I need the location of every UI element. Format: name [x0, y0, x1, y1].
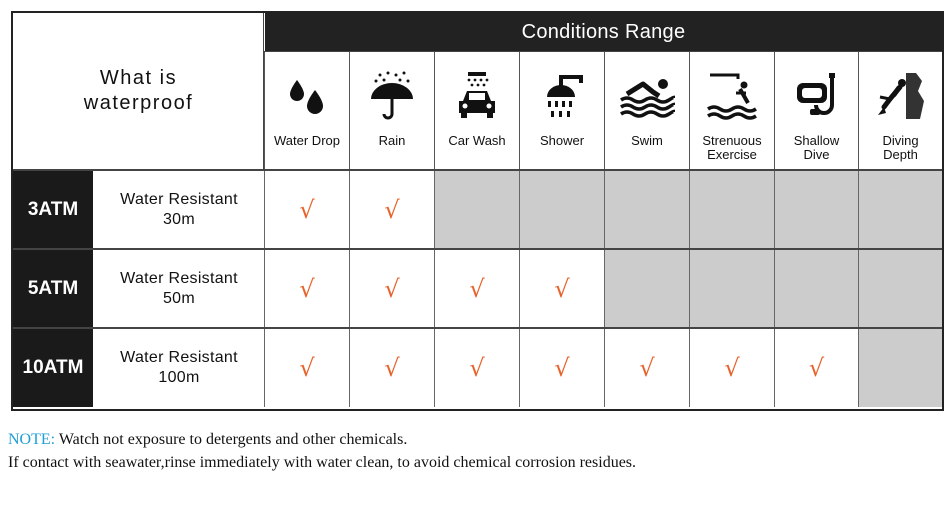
check-mark-icon: √: [384, 354, 400, 382]
unsupported-cell: [774, 171, 858, 248]
unsupported-cell: [689, 250, 774, 327]
note-text: Watch not exposure to detergents and other chemicals.: [55, 431, 408, 448]
supported-cell: [349, 250, 434, 327]
condition-header-swim: [604, 52, 689, 169]
unsupported-cell: [858, 250, 942, 327]
condition-header-rain: [349, 52, 434, 169]
check-mark-icon: √: [554, 354, 570, 382]
note-line2: If contact with seawater,rinse immediately with water clean, to avoid chemical corrosion residues.: [8, 454, 637, 471]
what-is-waterproof-heading: [13, 13, 264, 169]
condition-header-shower: [519, 52, 604, 169]
condition-header-car-wash: [434, 52, 519, 169]
unsupported-cell: [858, 329, 942, 407]
check-mark-icon: √: [554, 274, 570, 303]
condition-label: [690, 134, 774, 162]
waterproof-chart: [11, 11, 942, 409]
supported-cell: [774, 329, 858, 407]
condition-header-strenuous-exercise: [689, 52, 774, 169]
check-mark-icon: √: [384, 195, 400, 224]
unsupported-cell: [519, 171, 604, 248]
rating-10atm: 10ATM: [13, 329, 93, 407]
snorkel-mask-icon: [775, 70, 858, 122]
rain-umbrella-icon: [350, 70, 434, 122]
supported-cell: [264, 250, 349, 327]
supported-cell: [264, 329, 349, 407]
check-mark-icon: √: [299, 274, 315, 303]
unsupported-cell: [434, 171, 519, 248]
desc-line2: 30m: [162, 210, 196, 228]
check-mark-icon: √: [469, 274, 485, 303]
desc-line2: 100m: [158, 369, 200, 386]
unsupported-cell: [604, 171, 689, 248]
what-is-line1: What is: [99, 67, 178, 89]
condition-header-shallow-dive: [774, 52, 858, 169]
condition-label: Swim: [631, 133, 663, 148]
unsupported-cell: [689, 171, 774, 248]
check-mark-icon: √: [299, 195, 315, 224]
condition-label: Water Drop: [274, 133, 340, 148]
rating-desc-3atm: [94, 171, 264, 248]
condition-label-text: Shallow Dive: [793, 133, 840, 162]
scuba-diver-icon: [859, 70, 942, 122]
condition-label-text: Diving Depth: [882, 133, 919, 162]
condition-label: Rain: [378, 133, 406, 148]
condition-label: Shower: [539, 133, 585, 148]
check-mark-icon: √: [384, 274, 400, 303]
supported-cell: [604, 329, 689, 407]
supported-cell: [434, 329, 519, 407]
rating-desc-5atm: [94, 250, 264, 327]
supported-cell: [264, 171, 349, 248]
check-mark-icon: √: [724, 354, 740, 382]
supported-cell: [349, 329, 434, 407]
condition-label: Car Wash: [448, 133, 506, 148]
desc-line1: Water Resistant: [120, 269, 238, 287]
what-is-line2: waterproof: [83, 92, 194, 114]
desc-line2: 50m: [162, 289, 196, 307]
divider: [264, 51, 942, 52]
swim-icon: [605, 70, 689, 122]
car-wash-icon: [435, 70, 519, 122]
condition-header-diving-depth: [858, 52, 942, 169]
desc-line1: Water Resistant: [120, 190, 238, 208]
unsupported-cell: [858, 171, 942, 248]
condition-label-text: Strenuous Exercise: [702, 133, 762, 162]
note-line1: [8, 428, 636, 451]
supported-cell: [519, 250, 604, 327]
condition-label: [859, 134, 942, 162]
conditions-range-title: Conditions Range: [265, 13, 942, 51]
note-label: NOTE:: [8, 431, 56, 448]
supported-cell: [349, 171, 434, 248]
diving-board-icon: [690, 70, 774, 122]
check-mark-icon: √: [639, 354, 655, 382]
supported-cell: [519, 329, 604, 407]
check-mark-icon: √: [299, 354, 315, 382]
desc-line1: Water Resistant: [120, 349, 238, 366]
check-mark-icon: √: [808, 354, 825, 382]
condition-label: [775, 134, 858, 162]
rating-5atm: 5ATM: [13, 250, 93, 327]
shower-icon: [520, 70, 604, 122]
rating-desc-10atm: [94, 329, 264, 407]
care-note: [8, 428, 636, 474]
unsupported-cell: [604, 250, 689, 327]
water-drop-icon: [265, 70, 349, 122]
supported-cell: [434, 250, 519, 327]
supported-cell: [689, 329, 774, 407]
condition-header-water-drop: [264, 52, 349, 169]
rating-3atm: 3ATM: [13, 171, 93, 248]
unsupported-cell: [774, 250, 858, 327]
check-mark-icon: √: [469, 354, 485, 382]
